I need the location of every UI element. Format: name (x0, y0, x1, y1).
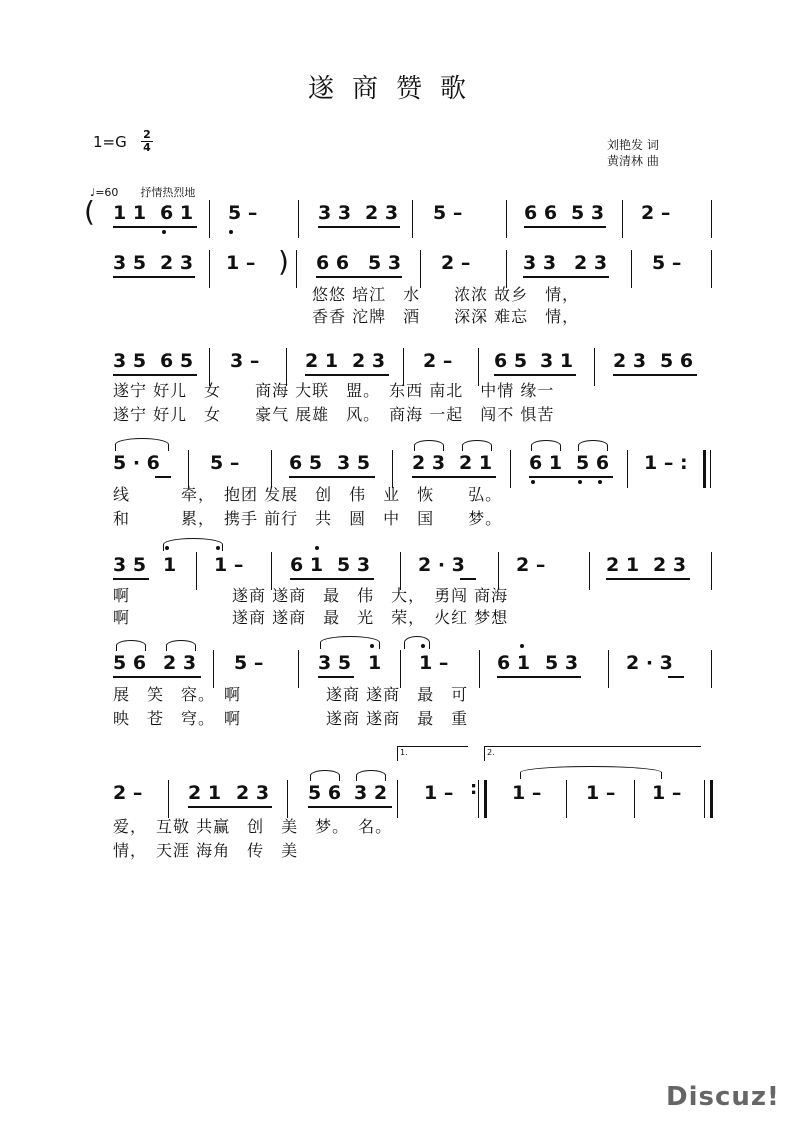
beam (113, 578, 149, 580)
barline (392, 450, 393, 488)
note-group: 2 – (516, 554, 546, 576)
lyric-verse-2: 映 苍 穹。 啊 遂商 遂商 最 重 (113, 709, 469, 728)
note-group: 2 3 (160, 252, 194, 274)
discuz-watermark: Discuz! (666, 1082, 780, 1112)
note-group: 3 5 (113, 350, 147, 372)
note-group: 6 5 (494, 350, 528, 372)
barline (298, 200, 299, 238)
barline (188, 450, 189, 488)
barline (400, 650, 401, 688)
beam (524, 226, 606, 228)
note-group: 3 5 (337, 452, 371, 474)
note-group: 3 3 (318, 202, 352, 224)
barline (608, 650, 609, 688)
barline (478, 780, 479, 818)
beam (613, 374, 697, 376)
note-group: 6 1 (497, 652, 531, 674)
note-group: 5 3 (337, 554, 371, 576)
note-group: 6 5 (160, 350, 194, 372)
open-paren: ( (84, 195, 95, 228)
close-paren: ) (278, 245, 289, 278)
note-group: 3 1 (540, 350, 574, 372)
beam (316, 276, 402, 278)
lyric-verse-1: 线 牵， 抱团 发展 创 伟 业 恢 弘。 (113, 485, 503, 504)
low-dot (162, 230, 166, 234)
note-group: 1 – (652, 782, 682, 804)
lyric-verse-1: 悠悠 培江 水 浓浓 故乡 情， (312, 285, 580, 304)
note-group: 1 – (419, 652, 449, 674)
barline (397, 780, 398, 818)
barline (711, 650, 712, 688)
barline (622, 200, 623, 238)
barline (510, 450, 511, 488)
note-group: 1 – (226, 252, 256, 274)
barline (589, 552, 590, 590)
tie (404, 636, 430, 649)
barline (711, 250, 712, 288)
barline (634, 780, 635, 818)
note-group: 3 2 (354, 782, 388, 804)
beam (318, 226, 400, 228)
note-group: 2 3 (163, 652, 197, 674)
barline (271, 450, 272, 488)
key-signature: 1=G (93, 133, 127, 151)
barline (506, 250, 507, 288)
barline (209, 250, 210, 288)
note-group: 3 5 (113, 252, 147, 274)
tie (163, 538, 223, 551)
note-group: 6 1 (160, 202, 194, 224)
low-dot (578, 480, 582, 484)
note-group: 2 3 (365, 202, 399, 224)
note-group: 2 – (441, 252, 471, 274)
note-group: 1 (368, 652, 382, 674)
beam (308, 806, 392, 808)
time-signature: 2 4 (141, 129, 153, 154)
note-group: 1 – (586, 782, 616, 804)
note-group: 5 3 (368, 252, 402, 274)
barline (209, 200, 210, 238)
beam (668, 676, 684, 678)
note-group: 5 – (234, 652, 264, 674)
note-group: 2 1 (305, 350, 339, 372)
note-group: 2 1 (459, 452, 493, 474)
high-dot (216, 546, 220, 550)
composer: 黄清林 曲 (607, 154, 659, 168)
lyric-verse-2: 和 累， 携手 前行 共 圆 中 国 梦。 (113, 509, 503, 528)
note-group: 2 – (423, 350, 453, 372)
repeat-barline (703, 450, 706, 488)
note-group: 2 3 (653, 554, 687, 576)
high-dot (370, 644, 374, 648)
note-group: 5 · 6 (113, 452, 160, 474)
lyric-verse-1: 展 笑 容。 啊 遂商 遂商 最 可 (113, 685, 469, 704)
high-dot (520, 644, 524, 648)
barline (479, 650, 480, 688)
barline (711, 200, 712, 238)
note-group: 5 – (228, 202, 258, 224)
barline (213, 650, 214, 688)
beam (305, 374, 389, 376)
lyric-verse-2: 遂宁 好儿 女 豪气 展雄 风。 商海 一起 闯不 惧苦 (113, 405, 555, 424)
note-group: 6 1 (529, 452, 563, 474)
beam (497, 676, 581, 678)
barline (711, 552, 712, 590)
note-group: 5 – (433, 202, 463, 224)
beam (289, 476, 375, 478)
beam (155, 476, 171, 478)
song-title: 遂商赞歌 (307, 74, 484, 104)
barline (420, 250, 421, 288)
lyric-verse-1: 遂宁 好儿 女 商海 大联 盟。 东西 南北 中情 缘一 (113, 381, 555, 400)
note-group: 3 – (230, 350, 260, 372)
lyric-verse-2: 香香 沱牌 酒 深深 难忘 情， (312, 307, 580, 326)
beam (523, 276, 609, 278)
note-group: 2 3 (236, 782, 270, 804)
note-group: 2 3 (352, 350, 386, 372)
note-group: 5 6 (308, 782, 342, 804)
note-group: 2 – (113, 782, 143, 804)
staff-line-1 (0, 195, 792, 240)
lyric-verse-2: 情， 天涯 海角 传 美 (113, 841, 299, 860)
note-group: 2 3 (574, 252, 608, 274)
beam (460, 578, 476, 580)
note-group: 1 1 (113, 202, 147, 224)
note-group: 5 3 (545, 652, 579, 674)
note-group: 2 · 3 (418, 554, 465, 576)
expression-text: 抒情热烈地 (140, 186, 196, 199)
note-group: 5 – (652, 252, 682, 274)
tempo-marking (90, 184, 195, 200)
note-group: 2 – (641, 202, 671, 224)
beam (318, 676, 354, 678)
beam (412, 476, 496, 478)
first-ending-bracket: 1. (397, 746, 468, 761)
barline (412, 200, 413, 238)
barline (566, 780, 567, 818)
staff-line-7 (0, 780, 792, 820)
beam (113, 226, 197, 228)
high-dot (421, 644, 425, 648)
lyric-verse-1: 爱， 互敬 共赢 创 美 梦。 名。 (113, 817, 393, 836)
high-dot (315, 546, 319, 550)
note-group: 6 1 (290, 554, 324, 576)
barline (287, 780, 288, 818)
note-group: 1 – : (644, 452, 688, 474)
second-ending-bracket: 2. (484, 746, 701, 761)
note-group: 5 3 (571, 202, 605, 224)
tie (520, 766, 662, 779)
lyric-verse-2: 啊 遂商 遂商 最 光 荣， 火红 梦想 (113, 608, 509, 627)
beam (113, 676, 201, 678)
barline (631, 250, 632, 288)
barline (594, 348, 595, 386)
repeat-barline (484, 780, 487, 818)
beam (494, 374, 576, 376)
note-group: 2 3 (412, 452, 446, 474)
note-group: 2 3 (613, 350, 647, 372)
note-group: 5 6 (660, 350, 694, 372)
barline (627, 450, 628, 488)
note-group: 1 – (214, 554, 244, 576)
beam (606, 578, 690, 580)
note-group: 6 5 (289, 452, 323, 474)
note-group: 6 6 (316, 252, 350, 274)
low-dot (531, 480, 535, 484)
note-group: 1 – (424, 782, 454, 804)
barline (298, 650, 299, 688)
note-group: 2 · 3 (626, 652, 673, 674)
note-group: 5 – (210, 452, 240, 474)
low-dot (229, 230, 233, 234)
beam (113, 276, 195, 278)
metronome-mark: ♩=60 (90, 186, 119, 199)
barline (506, 200, 507, 238)
note-group: 1 – (512, 782, 542, 804)
note-group: 2 1 (188, 782, 222, 804)
note-group: 6 6 (524, 202, 558, 224)
beam (188, 806, 272, 808)
note-group: 5 6 (113, 652, 147, 674)
repeat-dots: : (470, 778, 478, 799)
barline (704, 780, 705, 818)
beam (290, 578, 374, 580)
note-group: 1 (163, 554, 177, 576)
beam (113, 374, 197, 376)
credits (607, 137, 659, 169)
note-group: 3 3 (523, 252, 557, 274)
barline (710, 450, 711, 488)
note-group: 2 1 (606, 554, 640, 576)
lyric-verse-1: 啊 遂商 遂商 最 伟 大， 勇闯 商海 (113, 586, 509, 605)
beam (529, 476, 613, 478)
note-group: 3 5 (113, 554, 147, 576)
note-group: 5 6 (576, 452, 610, 474)
final-barline (710, 780, 713, 818)
low-dot (598, 480, 602, 484)
barline (296, 250, 297, 288)
note-group: 3 5 (318, 652, 352, 674)
lyricist: 刘艳发 词 (607, 138, 659, 152)
barline (168, 780, 169, 818)
